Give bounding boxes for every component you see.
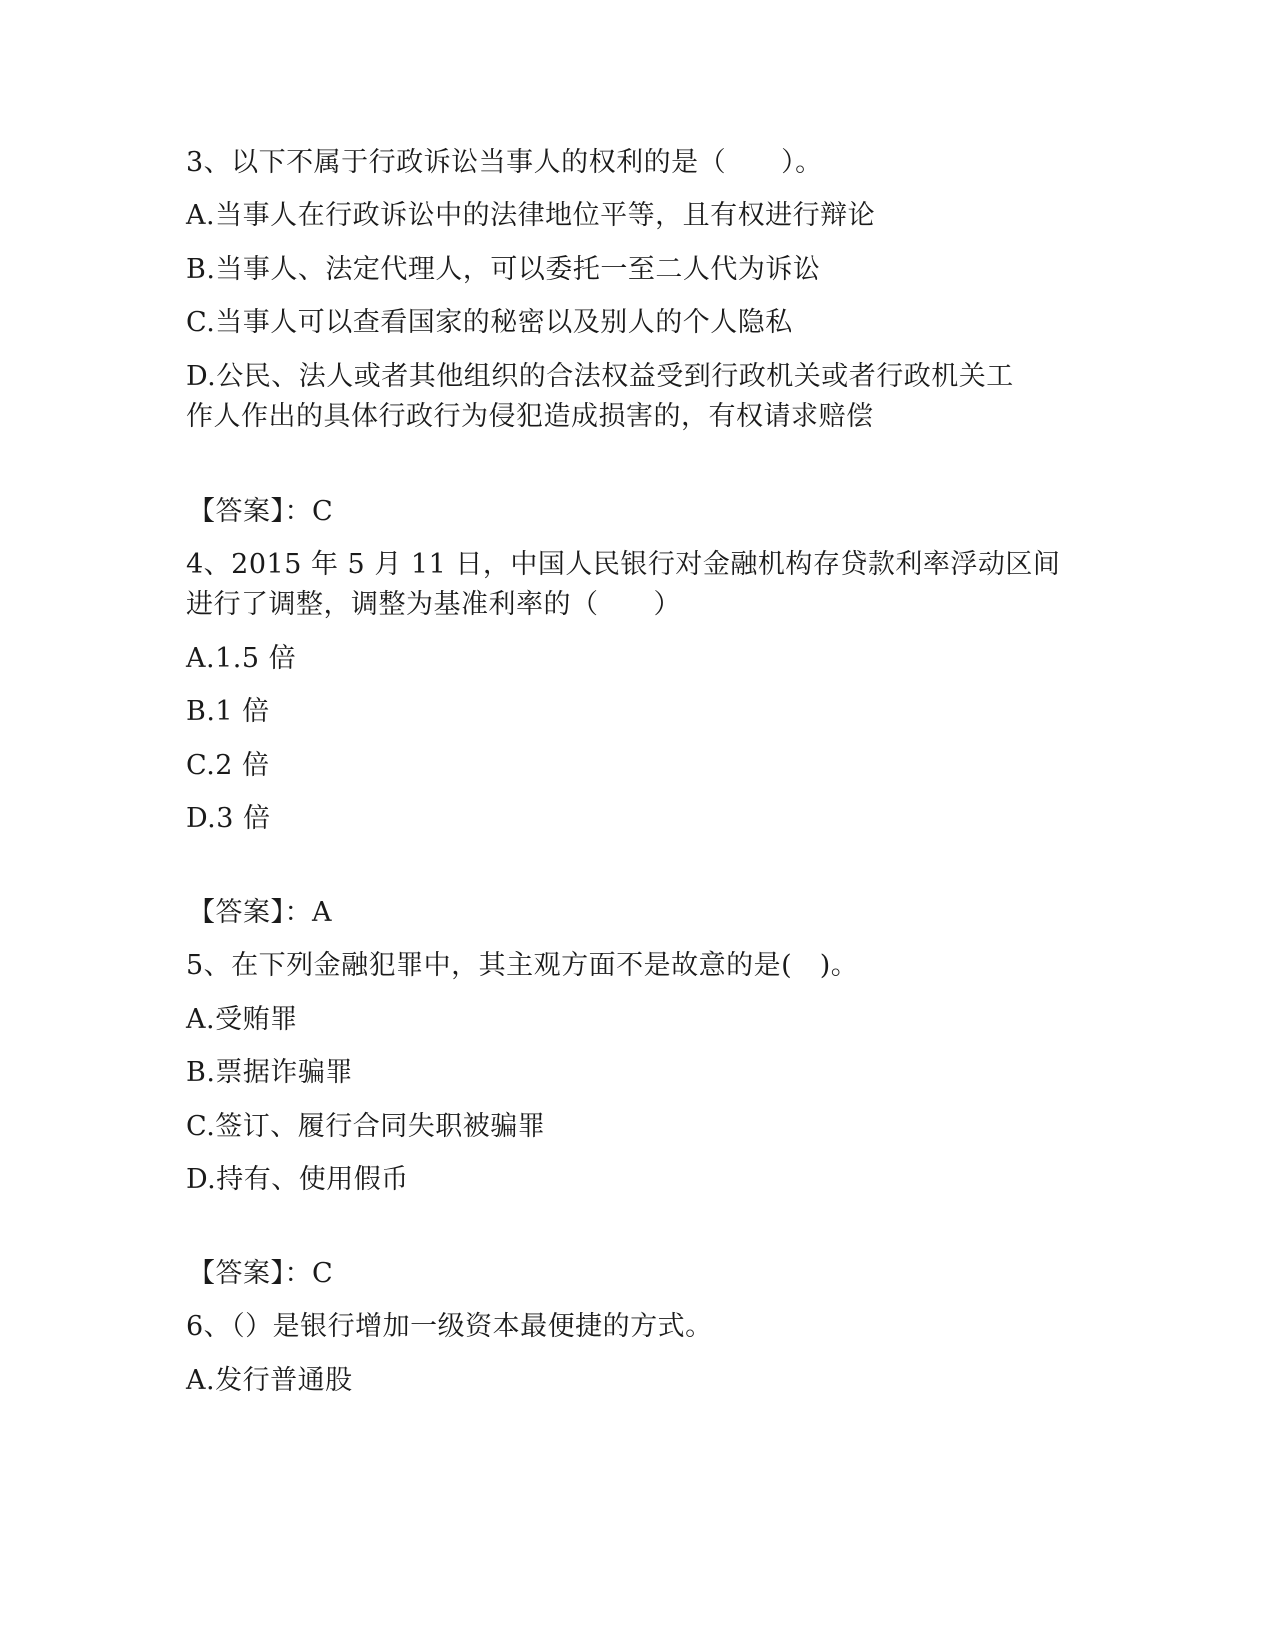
question-4-option-a: A.1.5 倍 — [186, 643, 297, 674]
question-5-option-a: A.受贿罪 — [186, 1004, 298, 1035]
question-3-option-a: A.当事人在行政诉讼中的法律地位平等，且有权进行辩论 — [186, 200, 876, 231]
question-6-stem: 6、（）是银行增加一级资本最便捷的方式。 — [186, 1311, 713, 1342]
question-5-option-c: C.签订、履行合同失职被骗罪 — [186, 1111, 546, 1142]
question-4-answer: 【答案】：A — [188, 897, 332, 928]
question-5-stem: 5、在下列金融犯罪中，其主观方面不是故意的是( )。 — [186, 950, 859, 981]
question-5-option-b: B.票据诈骗罪 — [186, 1057, 353, 1088]
question-6-option-a: A.发行普通股 — [186, 1365, 353, 1396]
question-4-option-d: D.3 倍 — [186, 803, 271, 834]
question-3-stem: 3、以下不属于行政诉讼当事人的权利的是（ ）。 — [186, 147, 823, 178]
question-5-option-d: D.持有、使用假币 — [186, 1164, 409, 1195]
question-4-stem: 4、2015 年 5 月 11 日，中国人民银行对金融机构存贷款利率浮动区间 — [186, 549, 1061, 580]
question-4-option-c: C.2 倍 — [186, 750, 270, 781]
question-3-answer: 【答案】：C — [188, 496, 334, 527]
question-3-option-d-cont: 作人作出的具体行政行为侵犯造成损害的，有权请求赔偿 — [186, 401, 874, 432]
question-4-stem-cont: 进行了调整，调整为基准利率的（ ） — [186, 589, 681, 620]
question-3-option-c: C.当事人可以查看国家的秘密以及别人的个人隐私 — [186, 307, 793, 338]
question-3-option-d: D.公民、法人或者其他组织的合法权益受到行政机关或者行政机关工 — [186, 361, 1014, 392]
question-5-answer: 【答案】：C — [188, 1258, 334, 1289]
question-3-option-b: B.当事人、法定代理人，可以委托一至二人代为诉讼 — [186, 254, 821, 285]
question-4-option-b: B.1 倍 — [186, 696, 270, 727]
